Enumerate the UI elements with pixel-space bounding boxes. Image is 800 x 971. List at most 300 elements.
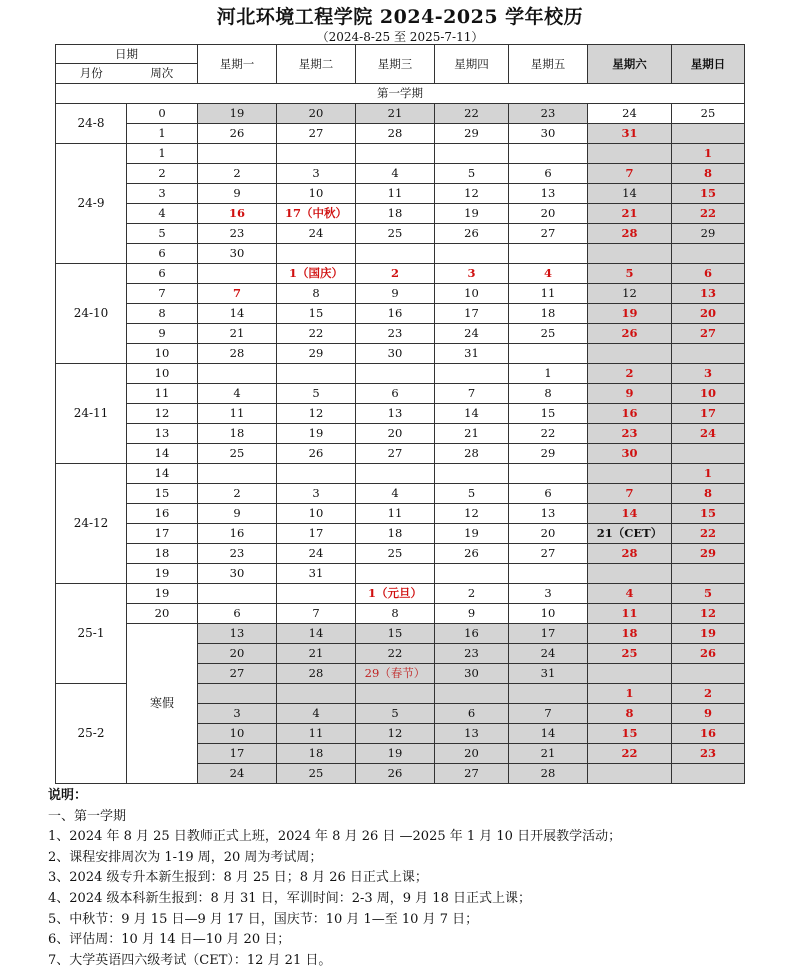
date-cell — [277, 364, 356, 384]
date-cell: 31 — [277, 564, 356, 584]
date-cell: 14 — [277, 624, 356, 644]
calendar-row — [56, 584, 745, 604]
date-cell: 30 — [356, 344, 435, 364]
date-cell: 21 — [509, 744, 588, 764]
calendar-row — [56, 404, 745, 424]
week-cell: 0 — [127, 104, 198, 124]
date-cell: 18 — [509, 304, 588, 324]
date-header: 日期 — [56, 45, 197, 64]
date-cell: 26 — [277, 444, 356, 464]
date-cell — [198, 144, 277, 164]
date-cell: 8 — [356, 604, 435, 624]
date-cell — [588, 344, 672, 364]
date-cell — [277, 464, 356, 484]
notes-line: 7、大学英语四六级考试（CET）：12 月 21 日。 — [48, 952, 332, 968]
date-cell: 10 — [509, 604, 588, 624]
calendar-row — [56, 624, 745, 644]
date-cell — [509, 564, 588, 584]
date-cell: 6 — [356, 384, 435, 404]
date-cell: 7 — [435, 384, 509, 404]
month-cell: 24-8 — [56, 104, 127, 144]
date-cell: 16 — [435, 624, 509, 644]
date-cell: 20 — [277, 104, 356, 124]
date-cell: 14 — [509, 724, 588, 744]
date-cell — [588, 464, 672, 484]
week-cell: 10 — [127, 364, 198, 384]
date-cell: 7 — [509, 704, 588, 724]
week-cell: 9 — [127, 324, 198, 344]
week-cell: 20 — [127, 604, 198, 624]
date-cell: 5 — [435, 484, 509, 504]
calendar-row — [56, 104, 745, 124]
week-header: 周次 — [150, 66, 174, 80]
date-cell: 16 — [672, 724, 745, 744]
date-cell — [198, 464, 277, 484]
date-cell — [672, 244, 745, 264]
month-header: 月份 — [79, 66, 103, 80]
date-cell: 14 — [588, 504, 672, 524]
date-cell: 24 — [277, 544, 356, 564]
date-cell: 21（CET） — [588, 524, 672, 544]
date-cell: 1 — [509, 364, 588, 384]
date-cell: 11 — [356, 184, 435, 204]
date-cell: 25 — [198, 444, 277, 464]
date-cell: 19 — [672, 624, 745, 644]
week-cell: 19 — [127, 584, 198, 604]
date-cell — [356, 244, 435, 264]
month-cell: 24-12 — [56, 464, 127, 584]
month-cell: 24-10 — [56, 264, 127, 364]
date-cell: 11 — [277, 724, 356, 744]
date-cell: 25 — [356, 544, 435, 564]
date-cell: 25 — [356, 224, 435, 244]
date-cell: 3 — [435, 264, 509, 284]
date-cell: 13 — [198, 624, 277, 644]
date-cell: 29 — [672, 224, 745, 244]
date-cell — [277, 584, 356, 604]
date-cell: 14 — [588, 184, 672, 204]
date-cell: 23 — [509, 104, 588, 124]
date-cell: 28 — [277, 664, 356, 684]
date-cell: 6 — [435, 704, 509, 724]
date-cell — [435, 364, 509, 384]
date-cell: 16 — [198, 204, 277, 224]
date-cell: 4 — [277, 704, 356, 724]
notes-line: 3、2024 级专升本新生报到：8 月 25 日；8 月 26 日正式上课； — [48, 870, 428, 886]
day-header-sat: 星期六 — [588, 45, 672, 84]
week-cell: 1 — [127, 124, 198, 144]
date-cell — [509, 344, 588, 364]
week-cell: 1 — [127, 144, 198, 164]
date-cell: 11 — [356, 504, 435, 524]
day-header-thu: 星期四 — [435, 45, 509, 84]
week-cell: 19 — [127, 564, 198, 584]
date-cell: 11 — [588, 604, 672, 624]
calendar-row — [56, 324, 745, 344]
header-corner — [56, 45, 198, 84]
date-cell — [198, 264, 277, 284]
date-cell: 1（元旦） — [356, 584, 435, 604]
date-cell — [509, 144, 588, 164]
date-cell: 5 — [588, 264, 672, 284]
week-cell: 3 — [127, 184, 198, 204]
week-cell: 7 — [127, 284, 198, 304]
date-cell: 17（中秋） — [277, 204, 356, 224]
date-cell: 19 — [435, 204, 509, 224]
date-cell: 20 — [672, 304, 745, 324]
notes-line: 一、第一学期 — [48, 808, 127, 824]
date-cell: 2 — [588, 364, 672, 384]
date-cell: 29（春节） — [356, 664, 435, 684]
date-cell — [435, 244, 509, 264]
week-cell: 14 — [127, 444, 198, 464]
date-cell: 24 — [435, 324, 509, 344]
date-cell: 28 — [435, 444, 509, 464]
date-cell: 4 — [198, 384, 277, 404]
calendar-row — [56, 604, 745, 624]
date-cell: 17 — [277, 524, 356, 544]
date-cell: 7 — [588, 164, 672, 184]
month-cell: 25-1 — [56, 584, 127, 684]
date-cell — [198, 584, 277, 604]
date-cell: 17 — [672, 404, 745, 424]
date-cell: 4 — [588, 584, 672, 604]
date-cell: 22 — [672, 524, 745, 544]
date-cell: 24 — [588, 104, 672, 124]
date-cell: 15 — [588, 724, 672, 744]
date-cell: 7 — [277, 604, 356, 624]
date-cell: 15 — [277, 304, 356, 324]
date-cell: 27 — [277, 124, 356, 144]
date-cell — [356, 564, 435, 584]
date-cell: 22 — [588, 744, 672, 764]
calendar-row — [56, 304, 745, 324]
date-cell: 15 — [356, 624, 435, 644]
date-cell — [356, 364, 435, 384]
date-cell — [435, 684, 509, 704]
notes-line: 6、评估周：10 月 14 日—10 月 20 日； — [48, 932, 291, 948]
date-cell: 20 — [509, 524, 588, 544]
date-cell — [672, 444, 745, 464]
calendar-row — [56, 344, 745, 364]
date-cell: 27 — [435, 764, 509, 784]
date-cell: 23 — [356, 324, 435, 344]
date-cell: 11 — [198, 404, 277, 424]
week-cell: 10 — [127, 344, 198, 364]
date-cell: 25 — [509, 324, 588, 344]
date-cell: 1 — [672, 144, 745, 164]
day-header-fri: 星期五 — [509, 45, 588, 84]
date-cell: 19 — [356, 744, 435, 764]
date-cell — [356, 464, 435, 484]
calendar-row — [56, 224, 745, 244]
date-cell: 28 — [588, 224, 672, 244]
winter-break-cell: 寒假 — [127, 624, 198, 784]
calendar-row — [56, 504, 745, 524]
date-cell — [356, 684, 435, 704]
date-cell: 5 — [356, 704, 435, 724]
date-cell: 8 — [672, 484, 745, 504]
date-cell — [588, 244, 672, 264]
date-cell — [509, 464, 588, 484]
date-cell: 4 — [356, 484, 435, 504]
date-cell: 21 — [356, 104, 435, 124]
date-cell: 3 — [277, 484, 356, 504]
date-cell: 17 — [435, 304, 509, 324]
semester-label: 第一学期 — [56, 84, 745, 104]
date-cell: 24 — [277, 224, 356, 244]
date-cell: 29 — [672, 544, 745, 564]
date-cell: 9 — [198, 504, 277, 524]
date-cell: 27 — [198, 664, 277, 684]
date-cell: 8 — [509, 384, 588, 404]
date-cell: 30 — [198, 564, 277, 584]
date-cell: 22 — [509, 424, 588, 444]
date-cell: 3 — [672, 364, 745, 384]
date-cell: 26 — [356, 764, 435, 784]
week-cell: 17 — [127, 524, 198, 544]
date-cell: 27 — [509, 224, 588, 244]
date-cell — [672, 564, 745, 584]
date-cell: 22 — [356, 644, 435, 664]
date-cell — [435, 144, 509, 164]
date-cell: 5 — [277, 384, 356, 404]
notes-line: 5、中秋节：9 月 15 日—9 月 17 日，国庆节：10 月 1—至 10 月 7 日； — [48, 911, 479, 927]
date-cell — [509, 684, 588, 704]
date-cell: 14 — [435, 404, 509, 424]
date-cell: 23 — [198, 544, 277, 564]
month-cell: 25-2 — [56, 684, 127, 784]
calendar-row — [56, 524, 745, 544]
date-cell: 18 — [356, 524, 435, 544]
date-cell: 27 — [356, 444, 435, 464]
date-cell — [672, 344, 745, 364]
date-cell: 26 — [435, 224, 509, 244]
date-cell: 25 — [588, 644, 672, 664]
calendar-row — [56, 544, 745, 564]
date-cell: 27 — [509, 544, 588, 564]
calendar-row — [56, 124, 745, 144]
date-cell: 29 — [435, 124, 509, 144]
date-cell: 20 — [356, 424, 435, 444]
week-cell: 4 — [127, 204, 198, 224]
notes-section — [48, 786, 788, 971]
notes-line: 1、2024 年 8 月 25 日教师正式上班，2024 年 8 月 26 日 —2025 年 1 月 10 日开展教学活动； — [48, 829, 622, 845]
date-cell: 8 — [672, 164, 745, 184]
day-header-mon: 星期一 — [198, 45, 277, 84]
date-cell: 18 — [356, 204, 435, 224]
date-cell: 1 — [588, 684, 672, 704]
date-cell: 19 — [277, 424, 356, 444]
date-cell: 23 — [435, 644, 509, 664]
date-cell: 17 — [509, 624, 588, 644]
date-cell: 28 — [198, 344, 277, 364]
page-subtitle: （2024-8-25 至 2025-7-11） — [316, 30, 484, 44]
calendar-row — [56, 464, 745, 484]
date-cell: 24 — [509, 644, 588, 664]
week-cell: 11 — [127, 384, 198, 404]
date-cell: 6 — [509, 484, 588, 504]
date-cell: 29 — [277, 344, 356, 364]
date-cell: 26 — [435, 544, 509, 564]
week-cell: 16 — [127, 504, 198, 524]
date-cell — [588, 564, 672, 584]
date-cell: 30 — [435, 664, 509, 684]
date-cell: 4 — [356, 164, 435, 184]
date-cell: 28 — [588, 544, 672, 564]
calendar-row — [56, 184, 745, 204]
date-cell: 12 — [435, 504, 509, 524]
date-cell: 5 — [435, 164, 509, 184]
date-cell: 16 — [356, 304, 435, 324]
calendar-row — [56, 444, 745, 464]
date-cell: 30 — [588, 444, 672, 464]
date-cell: 14 — [198, 304, 277, 324]
date-cell: 18 — [198, 424, 277, 444]
date-cell: 25 — [672, 104, 745, 124]
date-cell: 10 — [277, 184, 356, 204]
date-cell: 6 — [198, 604, 277, 624]
calendar-row — [56, 364, 745, 384]
week-cell: 6 — [127, 264, 198, 284]
date-cell: 9 — [672, 704, 745, 724]
date-cell: 18 — [277, 744, 356, 764]
date-cell: 28 — [509, 764, 588, 784]
date-cell: 19 — [588, 304, 672, 324]
date-cell: 8 — [588, 704, 672, 724]
date-cell: 16 — [588, 404, 672, 424]
date-cell — [435, 464, 509, 484]
date-cell: 31 — [435, 344, 509, 364]
date-cell: 22 — [435, 104, 509, 124]
date-cell: 13 — [509, 504, 588, 524]
week-cell: 18 — [127, 544, 198, 564]
date-cell — [588, 664, 672, 684]
semester-row — [56, 84, 745, 104]
date-cell: 22 — [277, 324, 356, 344]
date-cell: 13 — [509, 184, 588, 204]
date-cell: 29 — [509, 444, 588, 464]
date-cell — [277, 684, 356, 704]
date-cell — [198, 684, 277, 704]
calendar-row — [56, 564, 745, 584]
date-cell: 16 — [198, 524, 277, 544]
notes-line: 2、课程安排周次为 1-19 周，20 周为考试周； — [48, 849, 323, 865]
date-cell: 9 — [356, 284, 435, 304]
date-cell: 9 — [198, 184, 277, 204]
week-cell: 6 — [127, 244, 198, 264]
date-cell: 11 — [509, 284, 588, 304]
date-cell — [588, 144, 672, 164]
date-cell: 7 — [198, 284, 277, 304]
date-cell: 2 — [198, 484, 277, 504]
date-cell: 13 — [672, 284, 745, 304]
date-cell: 24 — [672, 424, 745, 444]
date-cell: 26 — [588, 324, 672, 344]
date-cell: 3 — [198, 704, 277, 724]
date-cell: 31 — [588, 124, 672, 144]
date-cell: 21 — [588, 204, 672, 224]
date-cell: 2 — [198, 164, 277, 184]
date-cell: 24 — [198, 764, 277, 784]
date-cell — [672, 124, 745, 144]
date-cell: 23 — [672, 744, 745, 764]
date-cell: 6 — [509, 164, 588, 184]
date-cell: 9 — [435, 604, 509, 624]
date-cell: 28 — [356, 124, 435, 144]
date-cell: 22 — [672, 204, 745, 224]
date-cell: 20 — [509, 204, 588, 224]
date-cell: 9 — [588, 384, 672, 404]
page-title: 河北环境工程学院 2024-2025 学年校历 — [216, 6, 584, 28]
date-cell: 30 — [509, 124, 588, 144]
date-cell: 26 — [672, 644, 745, 664]
date-cell — [588, 764, 672, 784]
date-cell: 1（国庆） — [277, 264, 356, 284]
date-cell: 6 — [672, 264, 745, 284]
date-cell: 19 — [435, 524, 509, 544]
date-cell: 15 — [672, 504, 745, 524]
calendar-row — [56, 164, 745, 184]
date-cell — [277, 144, 356, 164]
date-cell: 26 — [198, 124, 277, 144]
date-cell: 5 — [672, 584, 745, 604]
date-cell: 10 — [435, 284, 509, 304]
calendar-row — [56, 484, 745, 504]
date-cell: 2 — [672, 684, 745, 704]
date-cell: 12 — [435, 184, 509, 204]
date-cell: 10 — [198, 724, 277, 744]
date-cell: 8 — [277, 284, 356, 304]
week-cell: 12 — [127, 404, 198, 424]
notes-heading: 说明： — [48, 788, 88, 803]
calendar-row — [56, 244, 745, 264]
date-cell: 15 — [509, 404, 588, 424]
date-cell: 7 — [588, 484, 672, 504]
date-cell: 2 — [356, 264, 435, 284]
date-cell: 13 — [356, 404, 435, 424]
calendar-row — [56, 284, 745, 304]
date-cell — [509, 244, 588, 264]
week-cell: 15 — [127, 484, 198, 504]
calendar-row — [56, 144, 745, 164]
day-header-sun: 星期日 — [672, 45, 745, 84]
date-cell: 19 — [198, 104, 277, 124]
date-cell: 27 — [672, 324, 745, 344]
date-cell: 25 — [277, 764, 356, 784]
notes-line: 4、2024 级本科新生报到：8 月 31 日，军训时间：2-3 周，9 月 18 日正式上课； — [48, 890, 531, 906]
date-cell: 3 — [509, 584, 588, 604]
date-cell: 15 — [672, 184, 745, 204]
date-cell: 21 — [277, 644, 356, 664]
date-cell: 30 — [198, 244, 277, 264]
date-cell: 12 — [277, 404, 356, 424]
date-cell: 12 — [588, 284, 672, 304]
calendar-table — [55, 44, 745, 784]
header-row — [56, 45, 745, 84]
date-cell — [198, 364, 277, 384]
date-cell: 17 — [198, 744, 277, 764]
date-cell: 10 — [277, 504, 356, 524]
date-cell: 18 — [588, 624, 672, 644]
date-cell — [672, 764, 745, 784]
calendar-row — [56, 204, 745, 224]
week-cell: 14 — [127, 464, 198, 484]
date-cell: 23 — [588, 424, 672, 444]
week-cell: 8 — [127, 304, 198, 324]
date-cell — [277, 244, 356, 264]
date-cell: 12 — [356, 724, 435, 744]
